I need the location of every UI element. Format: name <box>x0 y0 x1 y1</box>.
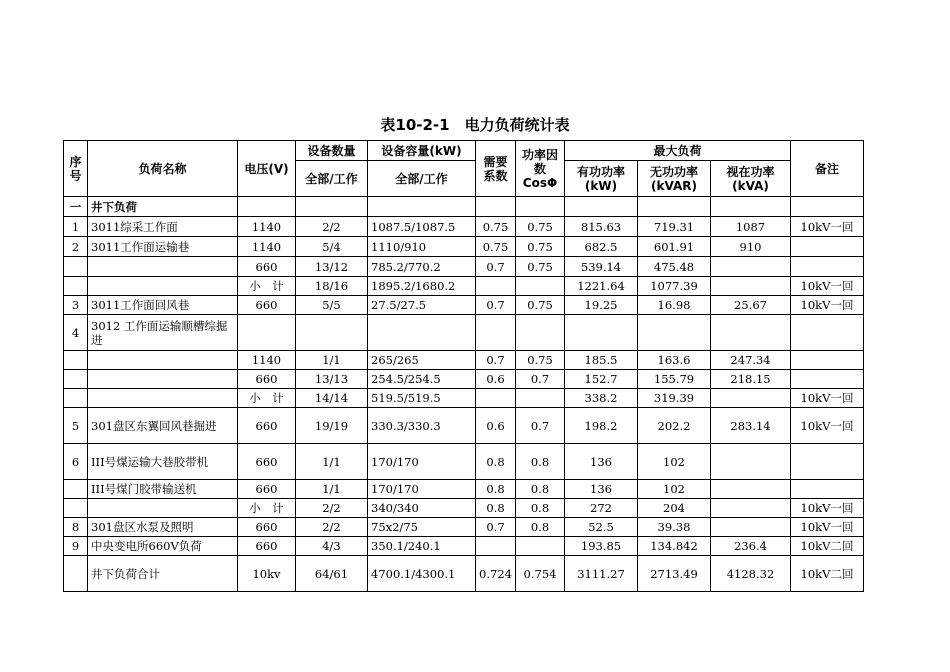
cell-capacity <box>368 197 476 217</box>
cell-capacity <box>368 315 476 351</box>
table-row <box>64 370 864 389</box>
cell-demand: 0.75 <box>476 217 516 237</box>
cell-name <box>88 370 238 389</box>
cell-note <box>791 480 864 499</box>
cell-active-power: 682.5 <box>565 237 638 257</box>
cell-apparent-power <box>711 277 791 296</box>
cell-active-power: 185.5 <box>565 351 638 370</box>
table-row <box>64 389 864 408</box>
header-qty-sub: 全部/工作 <box>296 161 368 197</box>
cell-demand: 0.8 <box>476 444 516 480</box>
cell-capacity: 330.3/330.3 <box>368 408 476 444</box>
cell-apparent-power <box>711 480 791 499</box>
cell-qty: 1/1 <box>296 351 368 370</box>
header-active-power: 有功功率(kW) <box>565 161 638 197</box>
cell-voltage <box>238 315 296 351</box>
cell-apparent-power <box>711 499 791 518</box>
cell-power-factor: 0.8 <box>516 518 565 537</box>
cell-demand <box>476 197 516 217</box>
cell-seq: 8 <box>64 518 88 537</box>
cell-seq: 1 <box>64 217 88 237</box>
cell-capacity: 519.5/519.5 <box>368 389 476 408</box>
cell-demand: 0.75 <box>476 237 516 257</box>
cell-reactive-power: 2713.49 <box>638 556 711 592</box>
cell-capacity: 254.5/254.5 <box>368 370 476 389</box>
cell-reactive-power: 319.39 <box>638 389 711 408</box>
cell-note <box>791 197 864 217</box>
cell-apparent-power <box>711 257 791 277</box>
cell-note: 10kV一回 <box>791 408 864 444</box>
cell-name: 301盘区水泵及照明 <box>88 518 238 537</box>
cell-power-factor: 0.8 <box>516 480 565 499</box>
cell-demand <box>476 277 516 296</box>
cell-seq <box>64 556 88 592</box>
cell-demand: 0.7 <box>476 296 516 315</box>
cell-capacity: 340/340 <box>368 499 476 518</box>
cell-note: 10kV一回 <box>791 389 864 408</box>
cell-power-factor: 0.75 <box>516 217 565 237</box>
cell-reactive-power: 202.2 <box>638 408 711 444</box>
cell-voltage: 660 <box>238 296 296 315</box>
table-row <box>64 315 864 351</box>
cell-capacity: 350.1/240.1 <box>368 537 476 556</box>
cell-capacity: 1087.5/1087.5 <box>368 217 476 237</box>
cell-seq <box>64 499 88 518</box>
cell-power-factor: 0.8 <box>516 444 565 480</box>
header-apparent-power: 视在功率(kVA) <box>711 161 791 197</box>
table-row <box>64 537 864 556</box>
cell-demand: 0.724 <box>476 556 516 592</box>
cell-active-power: 136 <box>565 444 638 480</box>
cell-name: 井下负荷合计 <box>88 556 238 592</box>
cell-note: 10kV一回 <box>791 518 864 537</box>
cell-reactive-power: 204 <box>638 499 711 518</box>
cell-qty <box>296 315 368 351</box>
cell-active-power: 198.2 <box>565 408 638 444</box>
header-note: 备注 <box>791 141 864 197</box>
cell-apparent-power: 910 <box>711 237 791 257</box>
cell-voltage: 小 计 <box>238 277 296 296</box>
cell-qty: 5/4 <box>296 237 368 257</box>
table-row <box>64 518 864 537</box>
cell-seq <box>64 257 88 277</box>
cell-note: 10kV一回 <box>791 499 864 518</box>
cell-capacity: 170/170 <box>368 480 476 499</box>
cell-voltage: 660 <box>238 518 296 537</box>
cell-capacity: 4700.1/4300.1 <box>368 556 476 592</box>
cell-qty: 18/16 <box>296 277 368 296</box>
cell-voltage: 10kv <box>238 556 296 592</box>
header-capacity: 设备容量(kW) <box>368 141 476 161</box>
cell-name: 3011综采工作面 <box>88 217 238 237</box>
cell-name: 中央变电所660V负荷 <box>88 537 238 556</box>
cell-reactive-power: 163.6 <box>638 351 711 370</box>
cell-qty: 14/14 <box>296 389 368 408</box>
cell-voltage: 小 计 <box>238 389 296 408</box>
cell-demand <box>476 537 516 556</box>
cell-capacity: 170/170 <box>368 444 476 480</box>
table-row <box>64 480 864 499</box>
cell-reactive-power: 601.91 <box>638 237 711 257</box>
cell-seq <box>64 370 88 389</box>
cell-voltage: 660 <box>238 480 296 499</box>
cell-name: 3012 工作面运输顺槽综掘进 <box>88 315 238 351</box>
cell-voltage: 660 <box>238 370 296 389</box>
cell-demand: 0.7 <box>476 518 516 537</box>
cell-name: 301盘区东翼回风巷掘进 <box>88 408 238 444</box>
cell-name: 3011工作面运输巷 <box>88 237 238 257</box>
cell-power-factor <box>516 315 565 351</box>
cell-note: 10kV一回 <box>791 296 864 315</box>
cell-reactive-power <box>638 315 711 351</box>
cell-power-factor <box>516 389 565 408</box>
cell-apparent-power <box>711 315 791 351</box>
cell-power-factor: 0.754 <box>516 556 565 592</box>
cell-apparent-power <box>711 389 791 408</box>
table-row <box>64 197 864 217</box>
cell-voltage: 660 <box>238 537 296 556</box>
cell-qty <box>296 197 368 217</box>
cell-voltage: 小 计 <box>238 499 296 518</box>
cell-capacity: 1895.2/1680.2 <box>368 277 476 296</box>
cell-reactive-power: 102 <box>638 444 711 480</box>
header-reactive-power: 无功功率(kVAR) <box>638 161 711 197</box>
cell-power-factor: 0.7 <box>516 370 565 389</box>
cell-reactive-power: 719.31 <box>638 217 711 237</box>
cell-active-power: 815.63 <box>565 217 638 237</box>
cell-name: 井下负荷 <box>88 197 238 217</box>
cell-power-factor <box>516 197 565 217</box>
header-name: 负荷名称 <box>88 141 238 197</box>
cell-note <box>791 257 864 277</box>
cell-reactive-power: 16.98 <box>638 296 711 315</box>
cell-note: 10kV一回 <box>791 217 864 237</box>
cell-power-factor: 0.75 <box>516 296 565 315</box>
cell-active-power <box>565 315 638 351</box>
cell-note: 10kV二回 <box>791 556 864 592</box>
cell-voltage: 660 <box>238 444 296 480</box>
cell-note <box>791 237 864 257</box>
header-voltage: 电压(V) <box>238 141 296 197</box>
cell-qty: 1/1 <box>296 444 368 480</box>
cell-note <box>791 315 864 351</box>
header-demand: 需要系数 <box>476 141 516 197</box>
cell-demand: 0.7 <box>476 257 516 277</box>
cell-active-power: 338.2 <box>565 389 638 408</box>
cell-apparent-power <box>711 444 791 480</box>
cell-name: III号煤门胶带输送机 <box>88 480 238 499</box>
cell-apparent-power: 4128.32 <box>711 556 791 592</box>
cell-seq <box>64 389 88 408</box>
cell-reactive-power <box>638 197 711 217</box>
power-load-table <box>63 140 864 592</box>
cell-active-power: 52.5 <box>565 518 638 537</box>
cell-voltage <box>238 197 296 217</box>
cell-power-factor: 0.75 <box>516 257 565 277</box>
cell-note <box>791 370 864 389</box>
cell-name: 3011工作面回风巷 <box>88 296 238 315</box>
cell-seq: 6 <box>64 444 88 480</box>
header-max-load: 最大负荷 <box>565 141 791 161</box>
header-capacity-sub: 全部/工作 <box>368 161 476 197</box>
table-title: 表10-2-1 电力负荷统计表 <box>380 116 570 134</box>
cell-qty: 19/19 <box>296 408 368 444</box>
cell-qty: 2/2 <box>296 499 368 518</box>
cell-apparent-power: 25.67 <box>711 296 791 315</box>
cell-qty: 4/3 <box>296 537 368 556</box>
cell-note: 10kV一回 <box>791 277 864 296</box>
cell-demand: 0.7 <box>476 351 516 370</box>
cell-apparent-power <box>711 197 791 217</box>
cell-note: 10kV二回 <box>791 537 864 556</box>
cell-qty: 13/12 <box>296 257 368 277</box>
header-qty: 设备数量 <box>296 141 368 161</box>
table-row <box>64 499 864 518</box>
cell-seq: 一 <box>64 197 88 217</box>
table-row <box>64 217 864 237</box>
table-row <box>64 351 864 370</box>
cell-active-power: 19.25 <box>565 296 638 315</box>
cell-qty: 2/2 <box>296 518 368 537</box>
cell-demand: 0.8 <box>476 480 516 499</box>
cell-active-power <box>565 197 638 217</box>
cell-voltage: 660 <box>238 257 296 277</box>
cell-name <box>88 351 238 370</box>
cell-capacity: 1110/910 <box>368 237 476 257</box>
cell-apparent-power: 236.4 <box>711 537 791 556</box>
cell-reactive-power: 1077.39 <box>638 277 711 296</box>
cell-qty: 2/2 <box>296 217 368 237</box>
cell-capacity: 265/265 <box>368 351 476 370</box>
cell-qty: 13/13 <box>296 370 368 389</box>
table-row <box>64 408 864 444</box>
cell-voltage: 1140 <box>238 217 296 237</box>
cell-apparent-power: 1087 <box>711 217 791 237</box>
table-row <box>64 237 864 257</box>
cell-reactive-power: 102 <box>638 480 711 499</box>
cell-power-factor: 0.75 <box>516 351 565 370</box>
cell-voltage: 660 <box>238 408 296 444</box>
cell-active-power: 3111.27 <box>565 556 638 592</box>
cell-demand <box>476 315 516 351</box>
header-seq: 序号 <box>64 141 88 197</box>
cell-capacity: 785.2/770.2 <box>368 257 476 277</box>
cell-capacity: 27.5/27.5 <box>368 296 476 315</box>
cell-seq <box>64 480 88 499</box>
cell-power-factor: 0.8 <box>516 499 565 518</box>
cell-reactive-power: 475.48 <box>638 257 711 277</box>
cell-demand: 0.6 <box>476 370 516 389</box>
cell-active-power: 1221.64 <box>565 277 638 296</box>
cell-seq <box>64 351 88 370</box>
cell-power-factor <box>516 537 565 556</box>
cell-voltage: 1140 <box>238 351 296 370</box>
cell-voltage: 1140 <box>238 237 296 257</box>
cell-apparent-power: 247.34 <box>711 351 791 370</box>
cell-active-power: 136 <box>565 480 638 499</box>
cell-qty: 64/61 <box>296 556 368 592</box>
cell-power-factor: 0.75 <box>516 237 565 257</box>
cell-active-power: 193.85 <box>565 537 638 556</box>
cell-seq: 9 <box>64 537 88 556</box>
cell-note <box>791 444 864 480</box>
cell-reactive-power: 39.38 <box>638 518 711 537</box>
table-row <box>64 257 864 277</box>
cell-seq: 5 <box>64 408 88 444</box>
cell-name <box>88 277 238 296</box>
cell-qty: 5/5 <box>296 296 368 315</box>
cell-seq <box>64 277 88 296</box>
cell-active-power: 539.14 <box>565 257 638 277</box>
table-row <box>64 277 864 296</box>
table-body <box>64 197 864 592</box>
cell-name <box>88 499 238 518</box>
cell-power-factor: 0.7 <box>516 408 565 444</box>
table-row <box>64 296 864 315</box>
header-power-factor: 功率因数CosΦ <box>516 141 565 197</box>
cell-name <box>88 257 238 277</box>
cell-reactive-power: 134.842 <box>638 537 711 556</box>
cell-seq: 2 <box>64 237 88 257</box>
cell-demand: 0.6 <box>476 408 516 444</box>
cell-qty: 1/1 <box>296 480 368 499</box>
cell-name <box>88 389 238 408</box>
cell-active-power: 152.7 <box>565 370 638 389</box>
cell-note <box>791 351 864 370</box>
cell-reactive-power: 155.79 <box>638 370 711 389</box>
cell-demand: 0.8 <box>476 499 516 518</box>
table-row <box>64 556 864 592</box>
cell-capacity: 75x2/75 <box>368 518 476 537</box>
cell-apparent-power <box>711 518 791 537</box>
cell-name: III号煤运输大巷胶带机 <box>88 444 238 480</box>
cell-apparent-power: 283.14 <box>711 408 791 444</box>
cell-apparent-power: 218.15 <box>711 370 791 389</box>
cell-active-power: 272 <box>565 499 638 518</box>
cell-seq: 4 <box>64 315 88 351</box>
cell-seq: 3 <box>64 296 88 315</box>
cell-power-factor <box>516 277 565 296</box>
cell-demand <box>476 389 516 408</box>
table-row <box>64 444 864 480</box>
